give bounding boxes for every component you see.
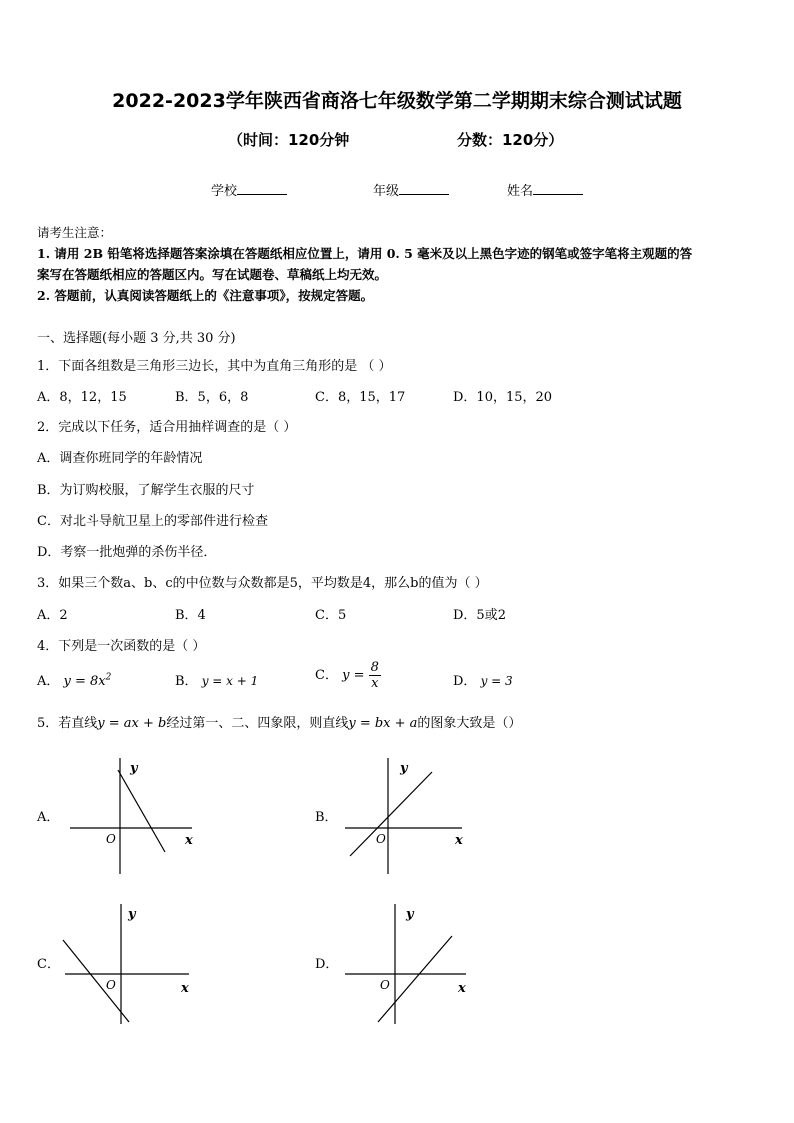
y-axis-label: y xyxy=(130,761,138,776)
q4-option-c-numerator: 8 xyxy=(370,660,379,675)
q5-option-d: D． xyxy=(315,957,339,972)
page-title: 2022-2023学年陕西省商洛七年级数学第二学期期末综合测试试题 xyxy=(112,90,682,112)
q4-option-d-expr: y = 3 xyxy=(480,674,513,688)
q5-graph-c xyxy=(55,898,205,1026)
q4-option-d xyxy=(453,670,513,689)
q3-option-d: D．5或2 xyxy=(453,608,506,623)
q4-option-c-lhs: y = xyxy=(342,668,365,683)
y-axis-label: y xyxy=(406,907,414,922)
notice-block xyxy=(37,222,692,306)
q4-option-d-label: D． xyxy=(453,674,477,689)
section-heading: 一、选择题(每小题 3 分,共 30 分) xyxy=(37,331,236,346)
q4-option-c-label: C． xyxy=(315,668,338,683)
notice-item-2: 2. 答题前，认真阅读答题纸上的《注意事项》，按规定答题。 xyxy=(37,288,374,303)
q5-stem-expr-1: y = ax + b xyxy=(97,716,167,731)
q3-option-c: C．5 xyxy=(315,608,347,623)
q1-option-a: A．8，12，15 xyxy=(37,390,127,405)
exam-score: 分数：120分） xyxy=(457,131,564,149)
q5-graph-b xyxy=(340,752,480,877)
q4-option-b-label: B． xyxy=(175,674,198,689)
grade-label: 年级 xyxy=(373,184,400,199)
q4-option-a xyxy=(37,670,111,689)
graph-line xyxy=(118,770,165,852)
q2-stem: 2．完成以下任务，适合用抽样调查的是（ ） xyxy=(37,420,297,435)
x-axis-label: x xyxy=(181,981,189,996)
q1-stem: 1．下面各组数是三角形三边长，其中为直角三角形的是 （ ） xyxy=(37,359,392,374)
school-field xyxy=(211,180,287,199)
origin-label: O xyxy=(376,832,386,846)
q1-option-d: D．10，15，20 xyxy=(453,390,553,405)
q2-option-b: B．为订购校服，了解学生衣服的尺寸 xyxy=(37,483,255,498)
name-label: 姓名 xyxy=(507,184,534,199)
name-field xyxy=(507,180,583,199)
school-label: 学校 xyxy=(211,184,238,199)
graph-line xyxy=(63,940,129,1022)
q2-option-a: A．调查你班同学的年龄情况 xyxy=(37,451,203,466)
q3-option-b: B．4 xyxy=(175,608,206,623)
q5-graph-a xyxy=(60,752,210,877)
x-axis-label: x xyxy=(458,981,466,996)
q5-stem xyxy=(37,712,521,731)
school-blank xyxy=(237,180,287,195)
grade-field xyxy=(373,180,449,199)
q5-stem-post: 的图象大致是（） xyxy=(417,716,522,731)
notice-item-1-line-2: 案写在答题纸相应的答题区内。写在试题卷、草稿纸上均无效。 xyxy=(37,267,388,282)
grade-blank xyxy=(399,180,449,195)
q3-option-a: A．2 xyxy=(37,608,68,623)
y-axis-label: y xyxy=(128,907,136,922)
q5-option-a: A． xyxy=(37,810,60,825)
q1-option-b: B．5，6，8 xyxy=(175,390,249,405)
x-axis-label: x xyxy=(455,833,463,848)
y-axis-label: y xyxy=(400,761,408,776)
q4-option-c-denominator: x xyxy=(371,676,379,691)
q4-stem: 4．下列是一次函数的是（ ） xyxy=(37,639,206,654)
q5-stem-mid: 经过第一、二、四象限，则直线 xyxy=(166,716,349,731)
q4-option-c-fraction xyxy=(369,660,381,691)
notice-item-1-line-1: 1. 请用 2B 铅笔将选择题答案涂填在答题纸相应位置上，请用 0. 5 毫米及以上黑色字迹的钢笔或签字笔将主观题的答 xyxy=(37,246,693,261)
q5-option-c: C． xyxy=(37,957,60,972)
q4-option-a-expr: y = 8x xyxy=(63,674,106,689)
q4-option-b xyxy=(175,670,258,689)
name-blank xyxy=(533,180,583,195)
q1-option-c: C．8，15，17 xyxy=(315,390,406,405)
q2-option-c: C．对北斗导航卫星上的零部件进行检查 xyxy=(37,514,268,529)
exam-time: （时间：120分钟 xyxy=(228,131,350,149)
q4-option-a-exponent: 2 xyxy=(105,672,112,683)
q5-option-b: B． xyxy=(315,810,338,825)
origin-label: O xyxy=(106,832,116,846)
q5-graph-d xyxy=(340,898,480,1026)
origin-label: O xyxy=(380,978,390,992)
q5-stem-pre: 5．若直线 xyxy=(37,716,98,731)
origin-label: O xyxy=(106,978,116,992)
notice-heading: 请考生注意： xyxy=(37,225,113,240)
graph-line xyxy=(350,772,432,856)
q4-option-c xyxy=(315,660,381,691)
q2-option-d: D．考察一批炮弹的杀伤半径． xyxy=(37,545,217,560)
q4-option-b-expr: y = x + 1 xyxy=(201,674,259,688)
x-axis-label: x xyxy=(185,833,193,848)
q3-stem: 3．如果三个数a、b、c的中位数与众数都是5，平均数是4，那么b的值为（ ） xyxy=(37,576,488,591)
q4-option-a-label: A． xyxy=(37,674,60,689)
q5-stem-expr-2: y = bx + a xyxy=(348,716,418,731)
